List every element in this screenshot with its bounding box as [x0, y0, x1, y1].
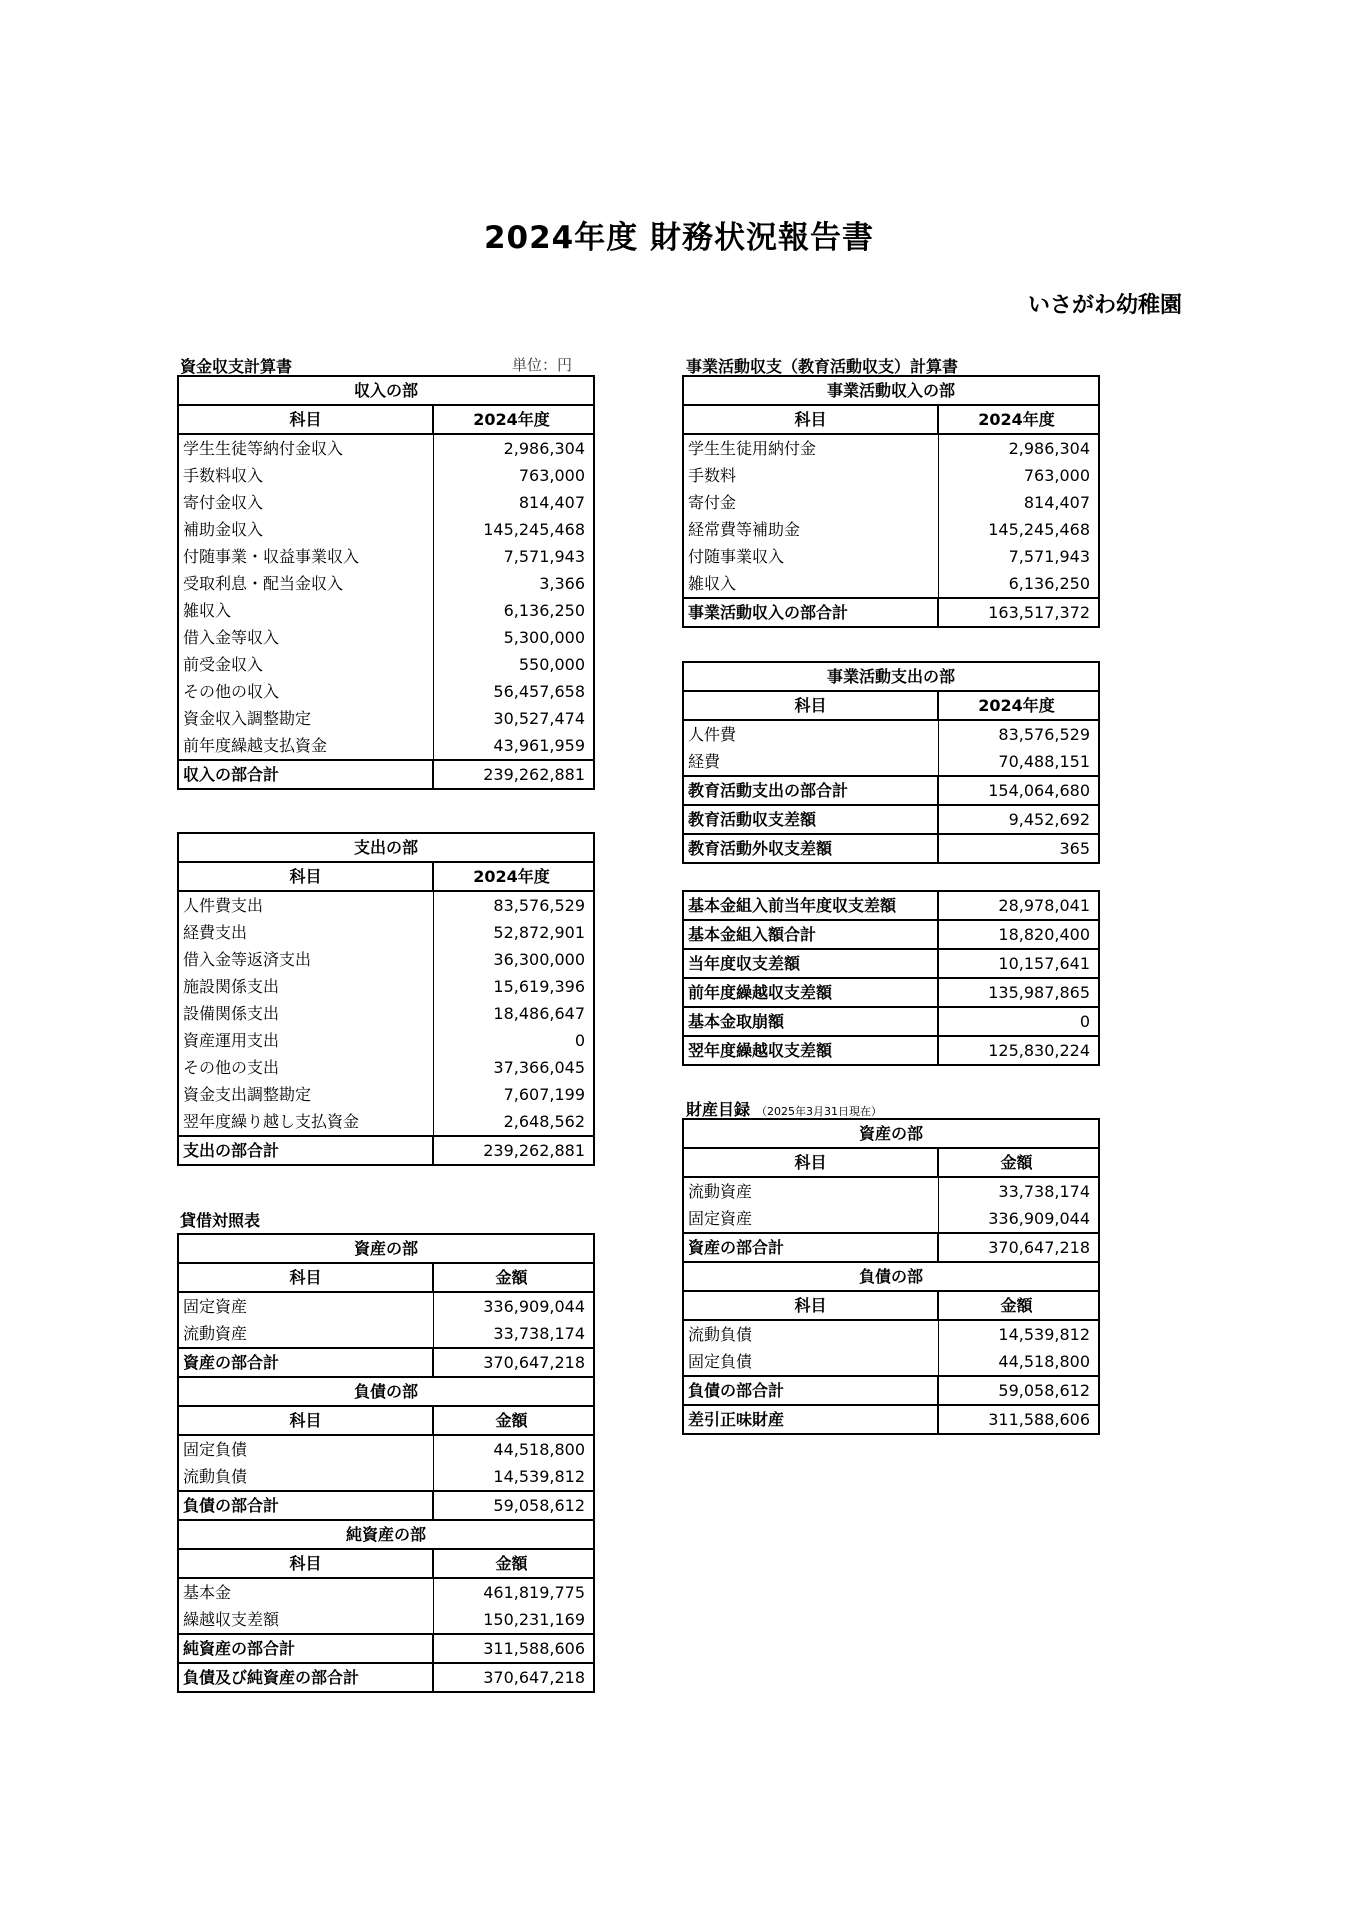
section-header: 負債の部 [178, 1377, 594, 1406]
col-subject: 科目 [683, 405, 938, 434]
total-label: 資産の部合計 [683, 1233, 938, 1262]
row-label: 資金支出調整勘定 [178, 1081, 433, 1108]
row-label: 前年度繰越支払資金 [178, 732, 433, 760]
row-value: 5,300,000 [433, 624, 594, 651]
row-label: 固定資産 [178, 1292, 433, 1320]
total-label: 純資産の部合計 [178, 1634, 433, 1663]
row-label: 人件費支出 [178, 891, 433, 919]
row-value: 36,300,000 [433, 946, 594, 973]
row-value: 336,909,044 [938, 1205, 1099, 1233]
section-header: 資産の部 [178, 1234, 594, 1263]
col-subject: 科目 [683, 1148, 938, 1177]
col-amount: 金額 [433, 1549, 594, 1578]
row-label: 流動資産 [178, 1320, 433, 1348]
row-value: 7,607,199 [433, 1081, 594, 1108]
col-subject: 科目 [178, 405, 433, 434]
row-value: 2,648,562 [433, 1108, 594, 1136]
summary-value: 10,157,641 [938, 949, 1099, 978]
section-header: 事業活動支出の部 [683, 662, 1099, 691]
row-value: 37,366,045 [433, 1054, 594, 1081]
row-label: 雑収入 [683, 570, 938, 598]
row-value: 461,819,775 [433, 1578, 594, 1606]
total-value: 154,064,680 [938, 776, 1099, 805]
section-header: 支出の部 [178, 833, 594, 862]
col-year: 2024年度 [938, 405, 1099, 434]
row-label: 手数料 [683, 462, 938, 489]
summary-value: 28,978,041 [938, 891, 1099, 920]
row-label: 補助金収入 [178, 516, 433, 543]
grand-total-label: 負債及び純資産の部合計 [178, 1663, 433, 1692]
row-value: 30,527,474 [433, 705, 594, 732]
row-value: 550,000 [433, 651, 594, 678]
total-value: 163,517,372 [938, 598, 1099, 627]
row-label: 翌年度繰り越し支払資金 [178, 1108, 433, 1136]
total-label: 教育活動支出の部合計 [683, 776, 938, 805]
summary-label: 翌年度繰越収支差額 [683, 1036, 938, 1065]
page-title: 2024年度 財務状況報告書 [483, 220, 875, 256]
row-label: 受取利息・配当金収入 [178, 570, 433, 597]
row-label: 学生生徒用納付金 [683, 434, 938, 462]
section-header: 事業活動収入の部 [683, 376, 1099, 405]
row-value: 0 [433, 1027, 594, 1054]
row-value: 83,576,529 [433, 891, 594, 919]
row-label: 流動負債 [178, 1463, 433, 1491]
row-label: 固定負債 [683, 1348, 938, 1376]
row-value: 3,366 [433, 570, 594, 597]
col-amount: 金額 [938, 1148, 1099, 1177]
cashflow-expense-table [177, 832, 595, 1166]
row-value: 6,136,250 [938, 570, 1099, 598]
row-value: 14,539,812 [938, 1320, 1099, 1348]
row-value: 56,457,658 [433, 678, 594, 705]
col-amount: 金額 [938, 1291, 1099, 1320]
total-label: 負債の部合計 [683, 1376, 938, 1405]
total-label: 教育活動収支差額 [683, 805, 938, 834]
total-value: 239,262,881 [433, 760, 594, 789]
row-value: 33,738,174 [938, 1177, 1099, 1205]
total-label: 収入の部合計 [178, 760, 433, 789]
row-label: 固定負債 [178, 1435, 433, 1463]
total-value: 59,058,612 [938, 1376, 1099, 1405]
total-label: 負債の部合計 [178, 1491, 433, 1520]
total-value: 9,452,692 [938, 805, 1099, 834]
activity-title: 事業活動収支（教育活動収支）計算書 [686, 357, 959, 376]
summary-label: 基本金組入前当年度収支差額 [683, 891, 938, 920]
row-label: 手数料収入 [178, 462, 433, 489]
row-value: 814,407 [938, 489, 1099, 516]
row-label: 流動負債 [683, 1320, 938, 1348]
row-label: 借入金等収入 [178, 624, 433, 651]
total-label: 教育活動外収支差額 [683, 834, 938, 863]
activity-summary-table [682, 890, 1100, 1066]
row-label: 学生生徒等納付金収入 [178, 434, 433, 462]
section-header: 収入の部 [178, 376, 594, 405]
col-subject: 科目 [683, 1291, 938, 1320]
row-value: 83,576,529 [938, 720, 1099, 748]
balance-sheet-table [177, 1233, 595, 1693]
total-label: 事業活動収入の部合計 [683, 598, 938, 627]
summary-value: 125,830,224 [938, 1036, 1099, 1065]
summary-label: 前年度繰越収支差額 [683, 978, 938, 1007]
row-label: その他の支出 [178, 1054, 433, 1081]
summary-value: 18,820,400 [938, 920, 1099, 949]
row-label: 繰越収支差額 [178, 1606, 433, 1634]
row-label: 前受金収入 [178, 651, 433, 678]
row-label: 寄付金収入 [178, 489, 433, 516]
row-value: 763,000 [433, 462, 594, 489]
section-header: 負債の部 [683, 1262, 1099, 1291]
col-amount: 金額 [433, 1263, 594, 1292]
row-label: 雑収入 [178, 597, 433, 624]
inventory-title [686, 1097, 882, 1120]
cashflow-title: 資金収支計算書 [180, 357, 293, 376]
row-value: 2,986,304 [938, 434, 1099, 462]
section-header: 資産の部 [683, 1119, 1099, 1148]
total-value: 239,262,881 [433, 1136, 594, 1165]
activity-expense-table [682, 661, 1100, 864]
row-value: 70,488,151 [938, 748, 1099, 776]
row-label: 基本金 [178, 1578, 433, 1606]
col-subject: 科目 [178, 1263, 433, 1292]
row-label: 借入金等返済支出 [178, 946, 433, 973]
inventory-date-note: （2025年3月31日現在） [756, 1105, 883, 1118]
total-value: 365 [938, 834, 1099, 863]
col-year: 2024年度 [433, 862, 594, 891]
row-value: 145,245,468 [938, 516, 1099, 543]
row-value: 52,872,901 [433, 919, 594, 946]
row-value: 7,571,943 [938, 543, 1099, 570]
row-value: 44,518,800 [433, 1435, 594, 1463]
activity-income-table [682, 375, 1100, 628]
row-label: 経費 [683, 748, 938, 776]
row-label: 寄付金 [683, 489, 938, 516]
row-value: 814,407 [433, 489, 594, 516]
grand-total-value: 370,647,218 [433, 1663, 594, 1692]
row-value: 18,486,647 [433, 1000, 594, 1027]
row-value: 150,231,169 [433, 1606, 594, 1634]
row-value: 33,738,174 [433, 1320, 594, 1348]
summary-label: 基本金取崩額 [683, 1007, 938, 1036]
col-subject: 科目 [178, 1406, 433, 1435]
row-value: 336,909,044 [433, 1292, 594, 1320]
cashflow-income-table [177, 375, 595, 790]
row-label: その他の収入 [178, 678, 433, 705]
inventory-title-text: 財産目録 [686, 1100, 751, 1119]
row-value: 14,539,812 [433, 1463, 594, 1491]
row-label: 設備関係支出 [178, 1000, 433, 1027]
total-label: 支出の部合計 [178, 1136, 433, 1165]
row-value: 44,518,800 [938, 1348, 1099, 1376]
row-value: 15,619,396 [433, 973, 594, 1000]
col-year: 2024年度 [938, 691, 1099, 720]
inventory-table [682, 1118, 1100, 1435]
row-label: 人件費 [683, 720, 938, 748]
col-subject: 科目 [683, 691, 938, 720]
row-value: 2,986,304 [433, 434, 594, 462]
summary-value: 135,987,865 [938, 978, 1099, 1007]
unit-label: 単位：円 [512, 356, 573, 374]
row-value: 43,961,959 [433, 732, 594, 760]
organization-name: いさがわ幼稚園 [1027, 293, 1182, 318]
row-value: 763,000 [938, 462, 1099, 489]
row-label: 資金収入調整勘定 [178, 705, 433, 732]
total-label: 資産の部合計 [178, 1348, 433, 1377]
summary-label: 当年度収支差額 [683, 949, 938, 978]
total-value: 59,058,612 [433, 1491, 594, 1520]
balance-sheet-title: 貸借対照表 [180, 1211, 261, 1230]
col-year: 2024年度 [433, 405, 594, 434]
row-label: 流動資産 [683, 1177, 938, 1205]
col-subject: 科目 [178, 862, 433, 891]
row-value: 7,571,943 [433, 543, 594, 570]
row-label: 資産運用支出 [178, 1027, 433, 1054]
net-worth-label: 差引正味財産 [683, 1405, 938, 1434]
row-label: 付随事業収入 [683, 543, 938, 570]
total-value: 370,647,218 [433, 1348, 594, 1377]
row-label: 固定資産 [683, 1205, 938, 1233]
total-value: 370,647,218 [938, 1233, 1099, 1262]
col-amount: 金額 [433, 1406, 594, 1435]
row-label: 付随事業・収益事業収入 [178, 543, 433, 570]
row-label: 施設関係支出 [178, 973, 433, 1000]
row-value: 145,245,468 [433, 516, 594, 543]
section-header: 純資産の部 [178, 1520, 594, 1549]
col-subject: 科目 [178, 1549, 433, 1578]
summary-value: 0 [938, 1007, 1099, 1036]
row-label: 経常費等補助金 [683, 516, 938, 543]
summary-label: 基本金組入額合計 [683, 920, 938, 949]
row-value: 6,136,250 [433, 597, 594, 624]
total-value: 311,588,606 [433, 1634, 594, 1663]
net-worth-value: 311,588,606 [938, 1405, 1099, 1434]
row-label: 経費支出 [178, 919, 433, 946]
